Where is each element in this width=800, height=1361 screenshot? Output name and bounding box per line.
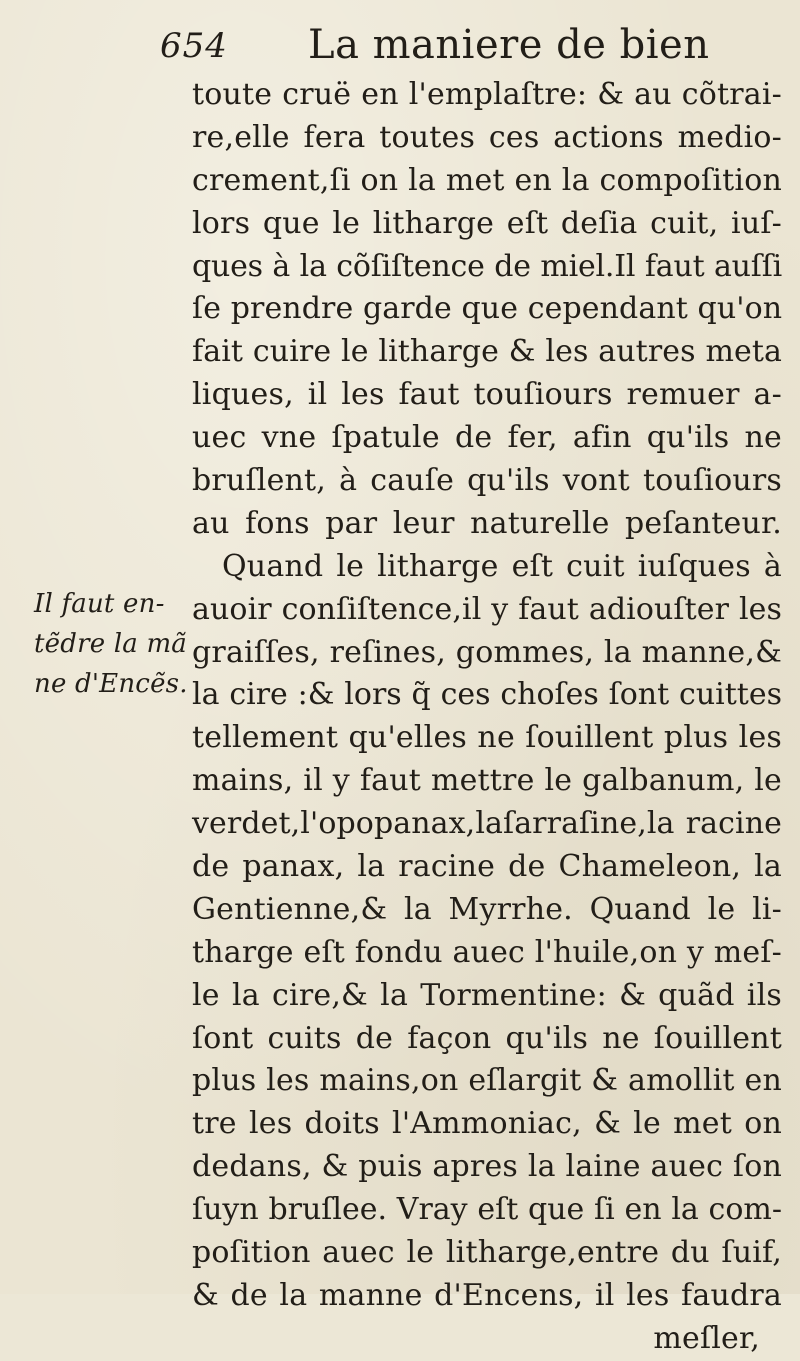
page-header — [0, 12, 800, 72]
text-line-catchword: meſler, — [653, 1320, 760, 1356]
text-line: le la cire,& la Tormentine: & quãd ils — [192, 977, 782, 1013]
margin-note-line: ne d'Encẽs. — [34, 669, 188, 699]
text-line: la cire :& lors q̃ ces choſes ſont cuittes — [192, 677, 782, 713]
text-line: crement,ſi on la met en la compoſition — [192, 162, 782, 198]
text-line: Gentienne,& la Myrrhe. Quand le li- — [192, 891, 782, 927]
text-line: plus les mains,on eſlargit & amollit en — [192, 1063, 782, 1099]
margin-note — [34, 584, 194, 704]
text-line: tre les doits l'Ammoniac, & le met on — [192, 1106, 782, 1142]
text-line: verdet,l'opopanax,laſarraſine,la racine — [192, 806, 782, 842]
text-line: re,elle fera toutes ces actions medio- — [192, 119, 782, 155]
text-line: mains, il y faut mettre le galbanum, le — [192, 763, 782, 799]
text-line: ques à la cõſiſtence de miel.Il faut auſſi — [192, 248, 782, 284]
text-line: poſition auec le litharge,entre du ſuif, — [192, 1235, 782, 1271]
text-line: uec vne ſpatule de fer, afin qu'ils ne — [192, 420, 782, 456]
running-head: La maniere de bien — [308, 22, 710, 68]
text-line: liques, il les faut touſiours remuer a- — [192, 377, 782, 413]
text-line: tharge eſt fondu auec l'huile,on y meſ- — [192, 934, 783, 970]
margin-note-line: tẽdre la mã — [34, 629, 187, 659]
text-line: fait cuire le litharge & les autres meta — [192, 334, 782, 370]
body-text — [192, 74, 782, 1361]
text-line: ſuyn bruſlee. Vray eſt que ſi en la com- — [192, 1192, 782, 1228]
text-line: graiſſes, reſines, gommes, la manne,& — [192, 634, 782, 670]
text-line: tellement qu'elles ne ſouillent plus les — [192, 720, 782, 756]
text-line: ſont cuits de façon qu'ils ne ſouillent — [192, 1020, 782, 1056]
page-number: 654 — [160, 26, 228, 66]
margin-note-line: Il faut en- — [34, 589, 165, 619]
text-line: dedans, & puis apres la laine auec ſon — [192, 1149, 782, 1185]
text-line: & de la manne d'Encens, il les faudra — [192, 1277, 782, 1313]
text-line: toute cruë en l'emplaſtre: & au cõtrai- — [192, 77, 782, 112]
text-line: au fons par leur naturelle peſanteur. — [192, 505, 782, 541]
text-line: auoir conſiſtence,il y faut adiouſter les — [192, 591, 782, 627]
text-line: ſe prendre garde que cependant qu'on — [192, 291, 783, 327]
text-line: de panax, la racine de Chameleon, la — [192, 849, 782, 885]
text-line: bruſlent, à cauſe qu'ils vont touſiours — [192, 463, 782, 499]
text-line: Quand le litharge eſt cuit iuſques à — [222, 548, 782, 584]
text-line: lors que le litharge eſt deſia cuit, iuſ- — [192, 205, 782, 241]
